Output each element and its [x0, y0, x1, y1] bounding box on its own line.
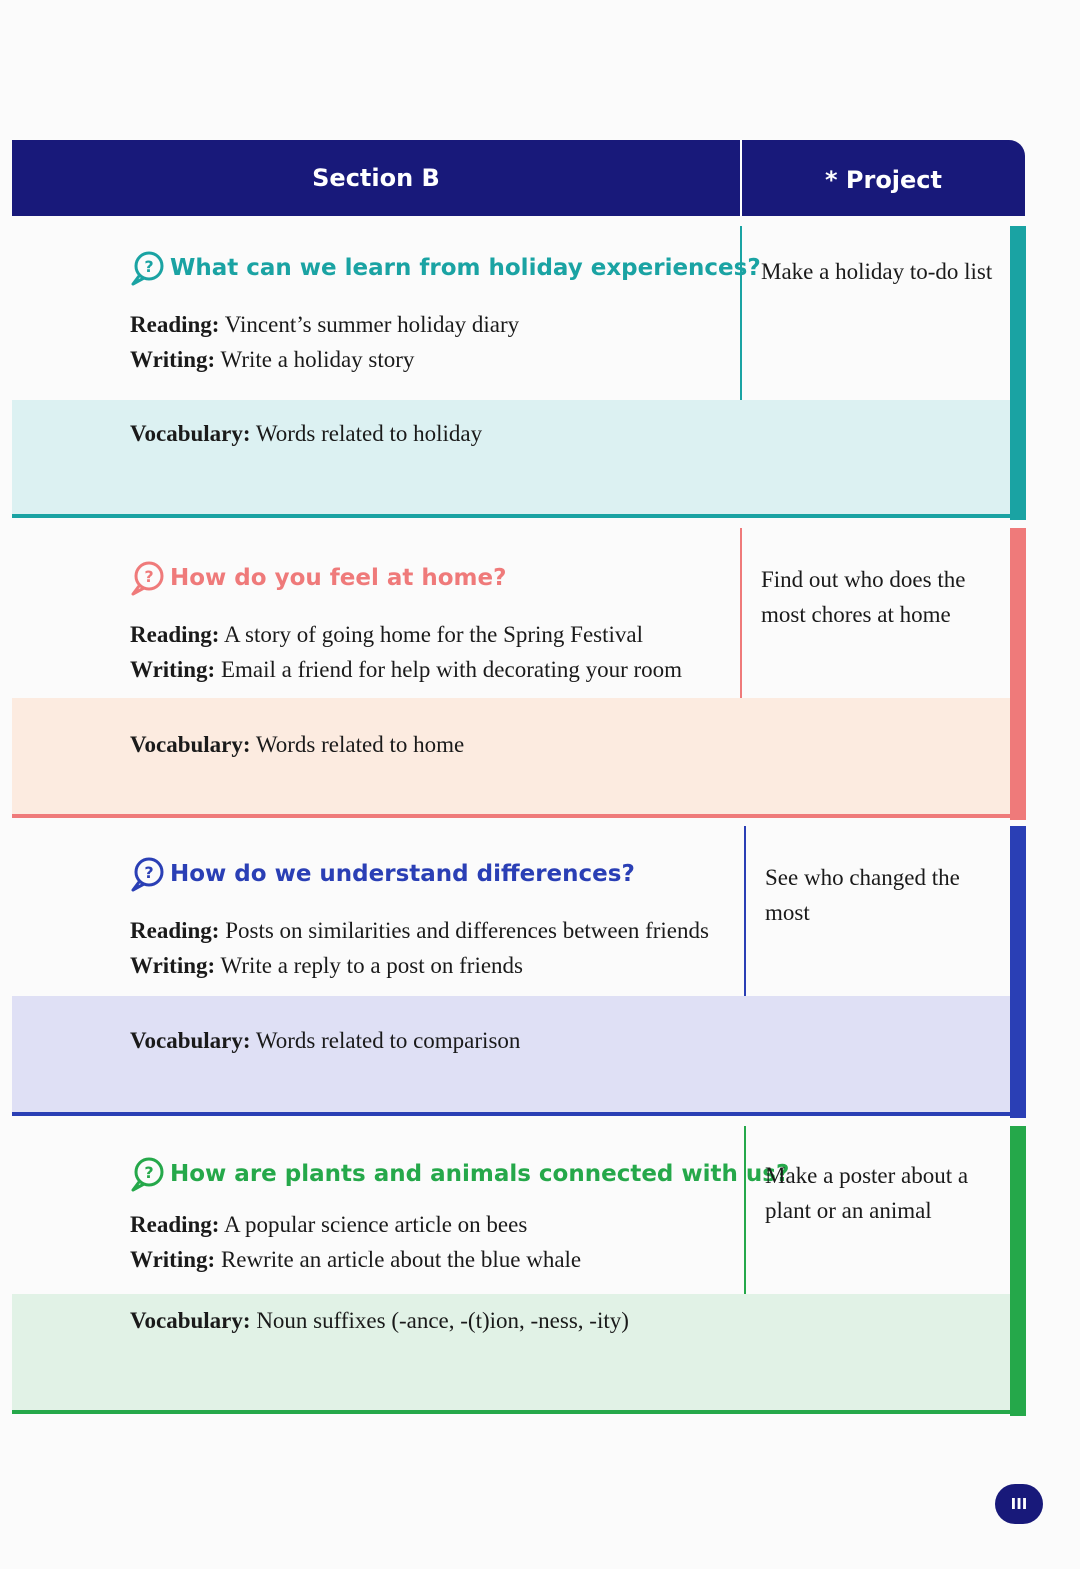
unit-block-4	[12, 1122, 1026, 1416]
writing-label: Writing:	[130, 953, 216, 978]
svg-text:?: ?	[144, 863, 154, 882]
writing-label: Writing:	[130, 657, 216, 682]
question-text: How are plants and animals connected with us?	[170, 1161, 790, 1187]
vocab-label: Vocabulary:	[130, 421, 251, 446]
block-underline	[12, 514, 1026, 518]
unit-question	[130, 856, 635, 892]
reading-text: Posts on similarities and differences between friends	[225, 918, 709, 943]
reading-line	[130, 622, 643, 648]
question-text: What can we learn from holiday experiences?	[170, 255, 761, 281]
reading-label: Reading:	[130, 918, 220, 943]
vocab-line	[130, 1308, 629, 1334]
reading-label: Reading:	[130, 1212, 220, 1237]
unit-question	[130, 250, 761, 286]
project-text: Find out who does the most chores at home	[761, 567, 966, 627]
question-bubble-icon	[130, 856, 166, 892]
writing-text: Write a holiday story	[220, 347, 415, 372]
reading-line	[130, 918, 709, 944]
reading-text: Vincent’s summer holiday diary	[224, 312, 520, 337]
project-text: Make a poster about a plant or an animal	[765, 1163, 969, 1223]
vocab-band	[12, 996, 1010, 1114]
writing-line	[130, 953, 523, 979]
vocab-text: Noun suffixes (-ance, -(t)ion, -ness, -ity)	[256, 1308, 629, 1333]
reading-label: Reading:	[130, 312, 220, 337]
vocab-line	[130, 421, 482, 447]
vocab-line	[130, 732, 464, 758]
question-bubble-icon	[130, 1156, 166, 1192]
block-underline	[12, 1112, 1026, 1116]
vocab-label: Vocabulary:	[130, 1028, 251, 1053]
writing-label: Writing:	[130, 347, 216, 372]
writing-text: Rewrite an article about the blue whale	[220, 1247, 582, 1272]
svg-text:?: ?	[144, 1163, 154, 1182]
table-header	[12, 140, 1025, 216]
section-b-heading: Section B	[312, 164, 440, 192]
vocab-label: Vocabulary:	[130, 1308, 251, 1333]
writing-text: Email a friend for help with decorating your room	[220, 657, 683, 682]
unit-block-1	[12, 222, 1026, 520]
reading-label: Reading:	[130, 622, 220, 647]
project-text: See who changed the most	[765, 865, 960, 925]
unit-block-2	[12, 524, 1026, 820]
writing-text: Write a reply to a post on friends	[220, 953, 523, 978]
color-bar	[1010, 226, 1026, 520]
block-underline	[12, 814, 1026, 818]
reading-text: A popular science article on bees	[223, 1212, 528, 1237]
question-text: How do you feel at home?	[170, 565, 507, 591]
project-text: Make a holiday to-do list	[761, 259, 993, 284]
reading-line	[130, 312, 519, 338]
unit-question	[130, 1156, 789, 1192]
writing-line	[130, 657, 682, 683]
vocab-text: Words related to home	[255, 732, 465, 757]
vocab-text: Words related to comparison	[255, 1028, 521, 1053]
reading-line	[130, 1212, 527, 1238]
project-heading: * Project	[824, 166, 943, 194]
vocab-band	[12, 400, 1010, 516]
svg-text:?: ?	[144, 567, 154, 586]
block-underline	[12, 1410, 1026, 1414]
writing-line	[130, 347, 414, 373]
vocab-label: Vocabulary:	[130, 732, 251, 757]
writing-label: Writing:	[130, 1247, 216, 1272]
page-number-badge: III	[995, 1484, 1043, 1524]
vocab-line	[130, 1028, 520, 1054]
svg-text:?: ?	[144, 257, 154, 276]
unit-block-3	[12, 822, 1026, 1118]
vocab-text: Words related to holiday	[255, 421, 483, 446]
question-bubble-icon	[130, 250, 166, 286]
column-divider	[744, 826, 746, 996]
color-bar	[1010, 1126, 1026, 1416]
unit-question	[130, 560, 506, 596]
column-divider	[740, 528, 742, 698]
question-text: How do we understand differences?	[170, 861, 635, 887]
writing-line	[130, 1247, 581, 1273]
column-divider	[744, 1126, 746, 1294]
color-bar	[1010, 528, 1026, 820]
question-bubble-icon	[130, 560, 166, 596]
color-bar	[1010, 826, 1026, 1118]
reading-text: A story of going home for the Spring Festival	[223, 622, 644, 647]
